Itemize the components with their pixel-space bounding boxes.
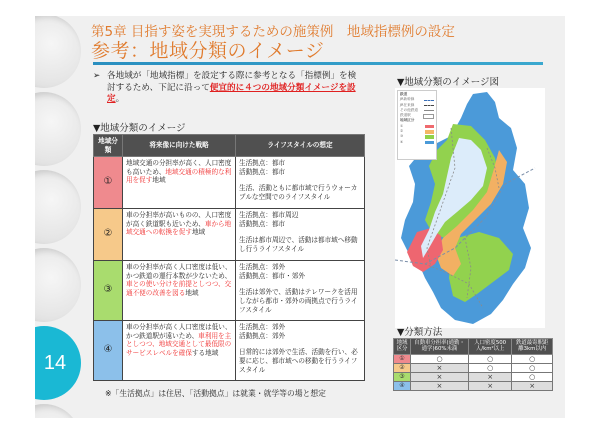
intro-text-end: 。 <box>115 94 125 104</box>
cls-cell: ○ <box>512 372 553 381</box>
legend-swatch-3 <box>425 135 434 139</box>
lifestyle-cell: 生活拠点：都市周辺 活動拠点：都市 生活は都市周辺で、活動は都市域へ移動し行うライフスタイル <box>236 209 365 261</box>
table-row <box>394 363 553 372</box>
slide-nav-circle[interactable] <box>35 16 81 88</box>
strategy-cell: 車の分担率が高く人口密度は低い、かつ鉄道駅が遠いため、車利用を主としつつ、地域交通として最低限のサービスレベルを確保する地域 <box>123 321 236 381</box>
page-number: 14 <box>43 351 67 374</box>
classification-heading: ▼分類方法 <box>397 327 443 338</box>
region-number: ① <box>94 157 123 209</box>
region-table-heading: ▼地域分類のイメージ <box>93 123 186 134</box>
table-row <box>394 381 553 390</box>
legend-region-title: 地域区分 <box>400 118 415 123</box>
slide-nav-circle[interactable] <box>35 170 81 244</box>
region-map <box>395 88 545 328</box>
lifestyle-cell: 生活拠点：郊外 活動拠点：郊外 日常的には郊外で生活、活動を行い、必要に応じ、都市域への移動を行うライフスタイル <box>236 321 365 381</box>
strategy-cell: 車の分担率が高いものの、人口密度が高く鉄道駅も近いため、車から地域交通への転換を促す地域 <box>123 209 236 261</box>
legend-swatch-2 <box>425 130 434 134</box>
map-legend: 鉄道 JR新幹線 JR在来線 その他鉄道 鉄道駅 地域区分 ① ② ③ ④ <box>397 90 437 160</box>
cls-header-station: 鉄道最寄駅距離3km以内 <box>512 339 553 355</box>
cls-header-car-share: 自動車分担率(通勤・通学)60%未満 <box>411 339 469 355</box>
cls-cell: × <box>468 372 511 381</box>
region-number: ③ <box>94 261 123 321</box>
cls-region-number: ② <box>394 363 411 372</box>
col-header-strategy: 将来像に向けた戦略 <box>123 135 236 157</box>
slide-nav-circle[interactable] <box>35 404 81 418</box>
cls-header-region: 地域区分 <box>394 339 411 355</box>
col-header-lifestyle: ライフスタイルの想定 <box>236 135 365 157</box>
cls-header-density: 人口密度500人/km²以上 <box>468 339 511 355</box>
region-number: ④ <box>94 321 123 381</box>
slide-nav-circle[interactable] <box>35 92 81 166</box>
cls-cell: ○ <box>411 354 469 363</box>
cls-cell: × <box>411 372 469 381</box>
table-row <box>394 354 553 363</box>
lifestyle-cell: 生活拠点：都市 活動拠点：都市 生活、活動ともに都市域で行うウォーカブルな空間でのライフスタイル <box>236 157 365 209</box>
intro-bullet <box>93 71 363 106</box>
table-row <box>94 209 365 261</box>
intro-emphasis: 便宜的に４つの地域分類イメージを設定 <box>107 82 356 104</box>
other-rail-icon <box>424 110 434 111</box>
slide-nav-circle[interactable] <box>35 248 81 322</box>
intro-text: 各地域が「地域指標」を設定する際に参考となる「指標例」を検討するため、下記に沿って <box>107 71 357 93</box>
table-row <box>94 157 365 209</box>
cls-cell: ○ <box>468 363 511 372</box>
cls-cell: ○ <box>468 354 511 363</box>
table-row <box>94 261 365 321</box>
col-header-region: 地域分類 <box>94 135 123 157</box>
slide-nav-current-page[interactable] <box>35 326 81 400</box>
page-title: 参考：地域分類のイメージ <box>91 40 325 62</box>
lifestyle-cell: 生活拠点：郊外 活動拠点：都市・郊外 生活は郊外で、活動はテレワークを活用しながら都市・郊外の両拠点で行うライフスタイル <box>236 261 365 321</box>
title-divider <box>93 62 543 65</box>
slide <box>35 16 565 418</box>
legend-swatch-4 <box>425 141 434 145</box>
strategy-cell: 地域交通の分担率が高く、人口密度も高いため、地域交通の積極的な利用を促す地域 <box>123 157 236 209</box>
cls-cell: × <box>411 381 469 390</box>
classification-table <box>393 338 553 391</box>
station-icon <box>423 114 434 119</box>
cls-cell: ○ <box>512 354 553 363</box>
table-row <box>94 321 365 381</box>
arrow-bullet-icon: ➢ <box>93 71 101 81</box>
cls-cell: × <box>512 381 553 390</box>
cls-cell: × <box>468 381 511 390</box>
strategy-cell: 車の分担率が高く人口密度は低い、かつ鉄道の運行本数が少ないため、車との使い分けを前提としつつ、交通不便の改善を図る地域 <box>123 261 236 321</box>
cls-region-number: ④ <box>394 381 411 390</box>
map-heading: ▼地域分類のイメージ図 <box>397 77 500 88</box>
cls-cell: × <box>411 363 469 372</box>
chapter-title: 第5章 目指す姿を実現するための施策例 地域指標例の設定 <box>91 24 455 40</box>
legend-swatch-1 <box>425 125 434 129</box>
footnote: ※「生活拠点」は住居、「活動拠点」は就業・就学等の場と想定 <box>105 389 326 398</box>
shinkansen-line-icon <box>424 100 434 101</box>
cls-cell: ○ <box>512 363 553 372</box>
legend-rail-title: 鉄道 <box>400 92 408 96</box>
region-number: ② <box>94 209 123 261</box>
table-row <box>394 372 553 381</box>
cls-region-number: ① <box>394 354 411 363</box>
region-classification-table <box>93 134 365 381</box>
jr-line-icon <box>424 105 434 106</box>
cls-region-number: ③ <box>394 372 411 381</box>
